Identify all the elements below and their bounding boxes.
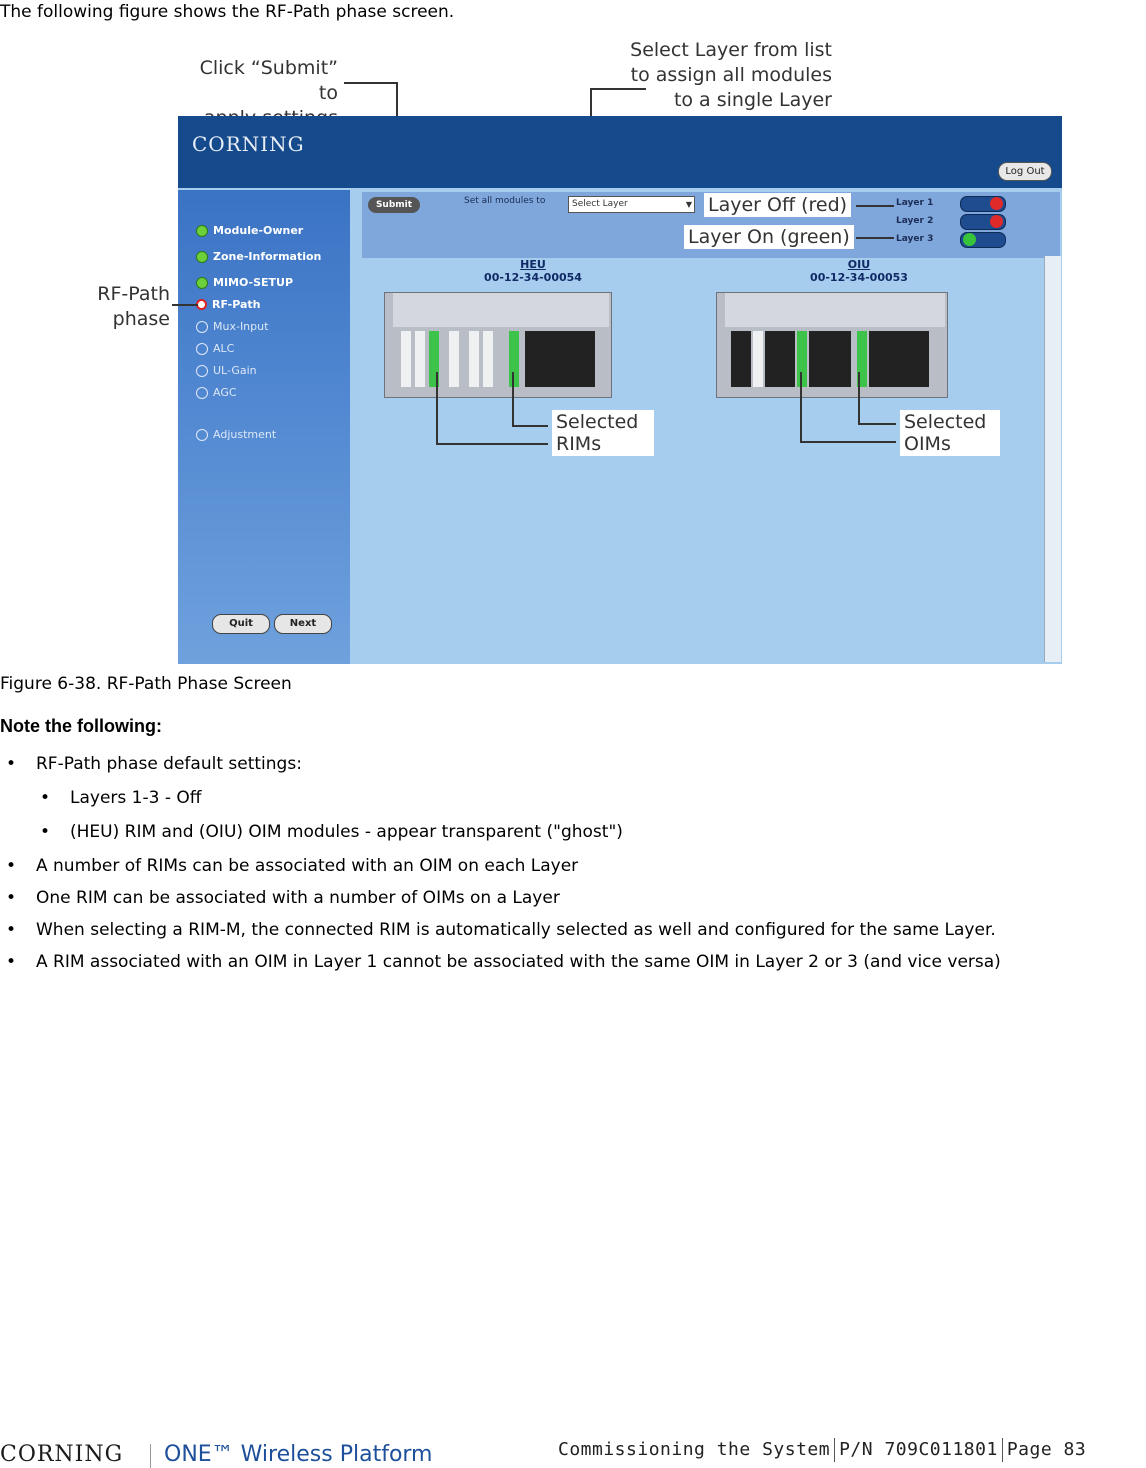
callout-submit-line bbox=[344, 82, 398, 84]
callout-selected-oims: Selected OIMs bbox=[900, 410, 1000, 456]
sub-bullet-item: • Layers 1-3 - Off bbox=[34, 788, 201, 808]
callout-oims-line-v1 bbox=[800, 372, 802, 442]
callout-layer-off: Layer Off (red) bbox=[704, 193, 851, 217]
status-pending-icon bbox=[196, 387, 208, 399]
status-pending-icon bbox=[196, 343, 208, 355]
nav-item-alc[interactable]: ALC bbox=[196, 342, 234, 355]
nav-item-mimo-setup[interactable]: MIMO-SETUP bbox=[196, 276, 293, 289]
status-pending-icon bbox=[196, 321, 208, 333]
heu-rim-slot[interactable] bbox=[449, 331, 459, 387]
oiu-empty-bay bbox=[809, 331, 851, 387]
callout-rims-line-h1 bbox=[436, 443, 548, 445]
bullet-item: • When selecting a RIM-M, the connected RIM is automatically selected as well and configured for the same Layer. bbox=[0, 920, 996, 940]
callout-oims-line-h2 bbox=[858, 423, 896, 425]
layer-3-toggle[interactable] bbox=[960, 232, 1006, 248]
footer-separator bbox=[1002, 1438, 1003, 1462]
callout-rf-path-line bbox=[172, 304, 198, 306]
layer-select-value: Select Layer bbox=[572, 199, 628, 209]
footer-page-number: Page 83 bbox=[1006, 1439, 1087, 1460]
callout-rims-line-h2 bbox=[512, 425, 548, 427]
nav-item-agc[interactable]: AGC bbox=[196, 386, 237, 399]
layer-2-label: Layer 2 bbox=[896, 216, 934, 226]
callout-layer-off-line bbox=[856, 205, 894, 207]
intro-text: The following figure shows the RF-Path phase screen. bbox=[0, 2, 455, 22]
bullet-icon: • bbox=[40, 822, 51, 842]
oiu-chassis-top bbox=[725, 293, 945, 327]
nav-item-mux-input[interactable]: Mux-Input bbox=[196, 320, 268, 333]
heu-chassis-top bbox=[393, 293, 609, 327]
bullet-icon: • bbox=[6, 920, 17, 940]
bullet-icon: • bbox=[6, 754, 17, 774]
bullet-item: • A RIM associated with an OIM in Layer 1 cannot be associated with the same OIM in Layer 2 or 3 (and vice versa) bbox=[0, 952, 1001, 972]
phase-sidebar bbox=[178, 190, 350, 664]
footer-section: Commissioning the System bbox=[558, 1439, 831, 1460]
callout-oims-line-v2 bbox=[858, 372, 860, 424]
footer-divider bbox=[150, 1444, 151, 1468]
layer-1-label: Layer 1 bbox=[896, 198, 934, 208]
layer-3-label: Layer 3 bbox=[896, 234, 934, 244]
oiu-oim-slot[interactable] bbox=[753, 331, 763, 387]
nav-item-adjustment[interactable]: Adjustment bbox=[196, 428, 276, 441]
set-all-label: Set all modules to bbox=[464, 196, 546, 206]
figure-caption: Figure 6-38. RF-Path Phase Screen bbox=[0, 674, 292, 694]
status-done-icon bbox=[196, 225, 208, 237]
status-pending-icon bbox=[196, 429, 208, 441]
callout-rf-path: RF-Path phase bbox=[97, 283, 170, 330]
sub-bullet-item: • (HEU) RIM and (OIU) OIM modules - appear transparent ("ghost") bbox=[34, 822, 623, 842]
heu-chassis bbox=[384, 292, 612, 398]
footer-page-info bbox=[558, 1438, 1086, 1462]
app-header bbox=[178, 116, 1062, 188]
heu-title: HEU 00-12-34-00054 bbox=[484, 258, 582, 284]
nav-item-ul-gain[interactable]: UL-Gain bbox=[196, 364, 257, 377]
footer-corning-logo: CORNING bbox=[0, 1442, 124, 1467]
bullet-icon: • bbox=[40, 788, 51, 808]
heu-empty-bay bbox=[525, 331, 595, 387]
callout-rims-line-v2 bbox=[512, 372, 514, 426]
next-button[interactable]: Next bbox=[274, 614, 332, 634]
callout-rims-line-v1 bbox=[436, 372, 438, 444]
layer-off-indicator bbox=[990, 197, 1003, 210]
callout-oims-line-h1 bbox=[800, 441, 896, 443]
oiu-empty-bay bbox=[731, 331, 751, 387]
heu-rim-slot-selected[interactable] bbox=[509, 331, 519, 387]
bullet-icon: • bbox=[6, 856, 17, 876]
oiu-title: OIU 00-12-34-00053 bbox=[810, 258, 908, 284]
status-pending-icon bbox=[196, 365, 208, 377]
heu-rim-slot[interactable] bbox=[415, 331, 425, 387]
oiu-oim-slot-selected[interactable] bbox=[797, 331, 807, 387]
bullet-item: • One RIM can be associated with a number of OIMs on a Layer bbox=[0, 888, 560, 908]
oiu-empty-bay bbox=[765, 331, 795, 387]
nav-item-module-owner[interactable]: Module-Owner bbox=[196, 224, 303, 237]
chevron-down-icon: ▼ bbox=[685, 200, 692, 209]
callout-layer-line bbox=[590, 88, 646, 90]
footer-part-number: P/N 709C011801 bbox=[839, 1439, 998, 1460]
logout-button[interactable]: Log Out bbox=[998, 162, 1052, 181]
bullet-icon: • bbox=[6, 952, 17, 972]
footer-separator bbox=[834, 1438, 835, 1462]
oiu-empty-bay bbox=[869, 331, 929, 387]
layer-2-toggle[interactable] bbox=[960, 214, 1006, 230]
note-heading: Note the following: bbox=[0, 716, 162, 736]
heu-rim-slot[interactable] bbox=[469, 331, 479, 387]
corning-logo: CORNING bbox=[192, 132, 305, 156]
status-done-icon bbox=[196, 277, 208, 289]
layer-off-indicator bbox=[990, 215, 1003, 228]
bullet-icon: • bbox=[6, 888, 17, 908]
nav-item-zone-information[interactable]: Zone-Information bbox=[196, 250, 321, 263]
layer-on-indicator bbox=[963, 233, 976, 246]
quit-button[interactable]: Quit bbox=[212, 614, 270, 634]
submit-button[interactable]: Submit bbox=[368, 197, 420, 213]
status-done-icon bbox=[196, 251, 208, 263]
oiu-chassis bbox=[716, 292, 948, 398]
callout-submit: Click “Submit” to bbox=[199, 57, 338, 104]
callout-layer-on: Layer On (green) bbox=[684, 225, 854, 249]
bullet-item: • RF-Path phase default settings: bbox=[0, 754, 302, 774]
footer-brand: ONE™ Wireless Platform bbox=[164, 1442, 433, 1467]
rf-path-screenshot bbox=[178, 116, 1062, 664]
vertical-scrollbar[interactable] bbox=[1044, 256, 1061, 662]
bullet-item: • A number of RIMs can be associated with an OIM on each Layer bbox=[0, 856, 578, 876]
layer-select[interactable] bbox=[568, 196, 695, 213]
nav-item-rf-path[interactable]: RF-Path bbox=[196, 298, 261, 311]
callout-selected-rims: Selected RIMs bbox=[552, 410, 654, 456]
callout-select-layer: Select Layer from list to assign all modules to a single Layer bbox=[630, 39, 832, 111]
heu-rim-slot[interactable] bbox=[401, 331, 411, 387]
layer-1-toggle[interactable] bbox=[960, 196, 1006, 212]
callout-layer-on-line bbox=[856, 237, 894, 239]
heu-rim-slot[interactable] bbox=[483, 331, 493, 387]
